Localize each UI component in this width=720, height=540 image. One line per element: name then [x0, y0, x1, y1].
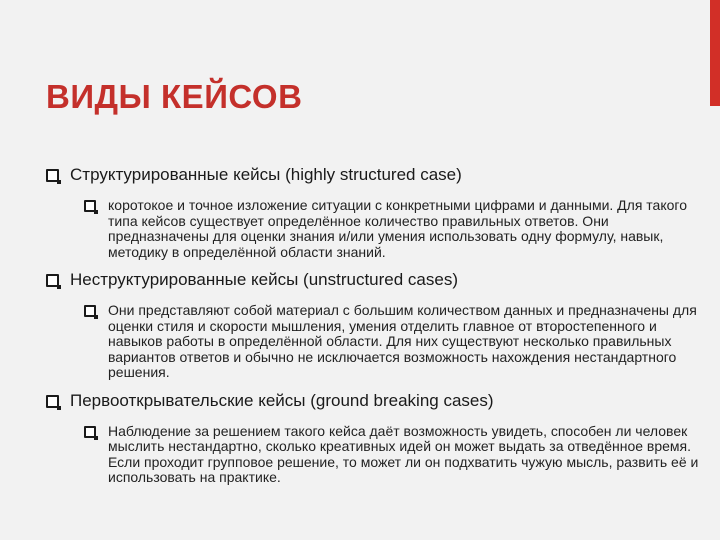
- list-item-ground-breaking: [46, 390, 699, 486]
- item-heading: Неструктурированные кейсы (unstructured cases): [70, 270, 458, 289]
- sub-item: [84, 303, 708, 381]
- list-item-structured: [46, 165, 696, 260]
- slide-title: ВИДЫ КЕЙСОВ: [46, 78, 303, 115]
- checkbox-bullet-icon: [46, 274, 59, 287]
- accent-bar: [710, 0, 720, 106]
- checkbox-bullet-icon: [46, 169, 59, 182]
- checkbox-bullet-icon: [46, 395, 59, 408]
- sub-item-text: Они представляют собой материал с большим количеством данных и предназначены для оценки стиля и скорости мышления, умения отделить главное от второстепенного и навыков работы в определённой области. Для них существуют несколько правильных вариантов ответов и обычно не исключается возможность нахождения нестандартного решения.: [108, 302, 697, 380]
- item-heading: Первооткрывательские кейсы (ground breaking cases): [70, 390, 494, 410]
- sub-item: [84, 424, 708, 486]
- item-heading: Структурированные кейсы (highly structured case): [70, 165, 462, 184]
- sub-item-text: коротокое и точное изложение ситуации с конкретными цифрами и данными. Для такого типа кейсов существует определённое количество правильных ответов. Они предназначены для оценки знания и/или умения использовать одну формулу, навык, методику в определённой области знаний.: [108, 197, 687, 260]
- checkbox-bullet-icon: [84, 426, 96, 438]
- checkbox-bullet-icon: [84, 305, 96, 317]
- sub-item: [84, 198, 708, 260]
- bullet-list: [46, 165, 699, 496]
- list-item-unstructured: [46, 270, 696, 381]
- sub-item-text: Наблюдение за решением такого кейса даёт возможность увидеть, способен ли человек мыслить нестандартно, сколько креативных идей он может выдать за отведённое время. Если проходит групповое решение, то может ли он подхватить чужую мысль, развить её и использовать на практике.: [108, 422, 699, 485]
- checkbox-bullet-icon: [84, 200, 96, 212]
